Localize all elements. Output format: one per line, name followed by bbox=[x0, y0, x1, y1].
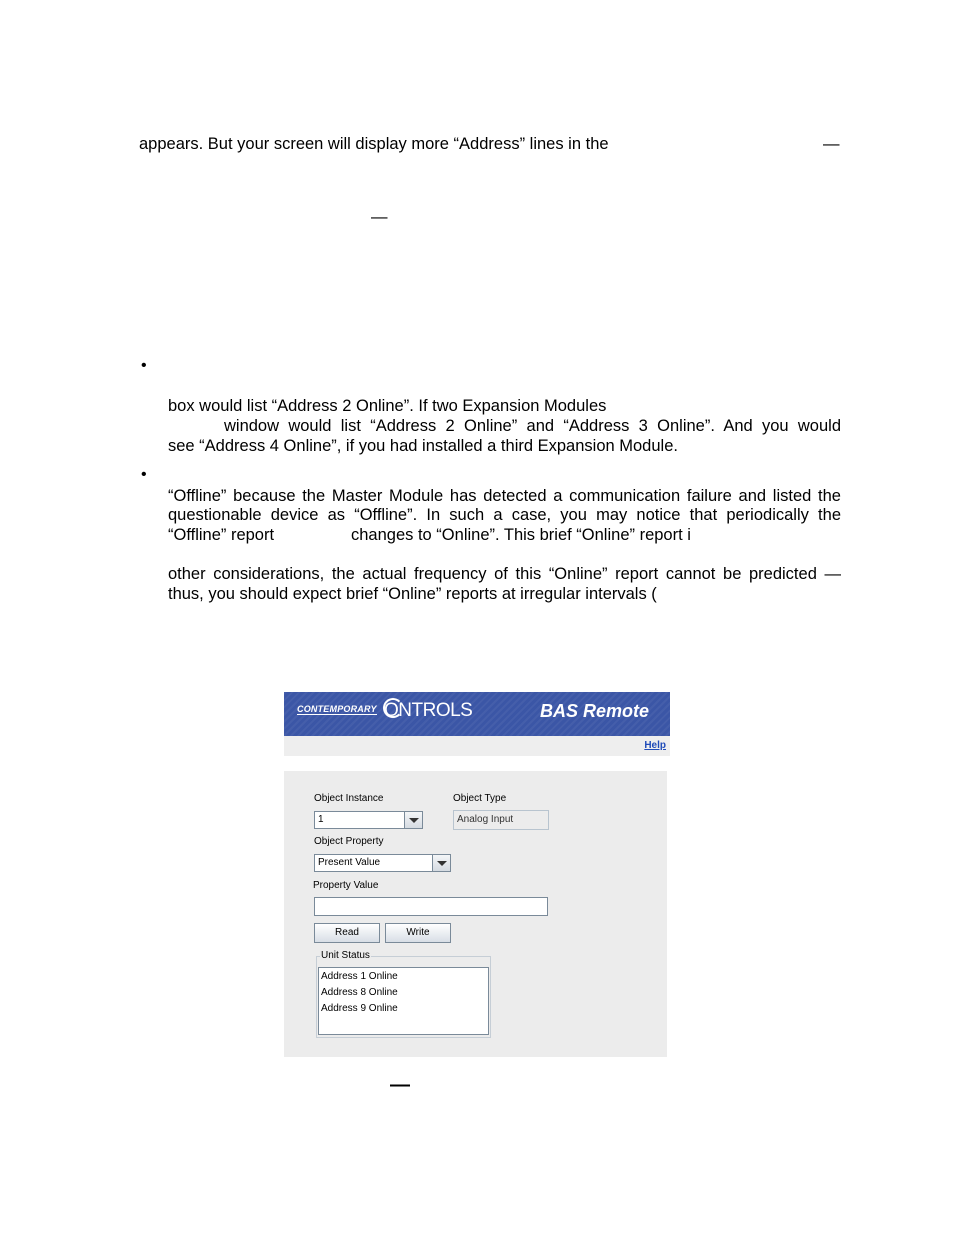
paragraph-line: “Offline” report bbox=[168, 526, 275, 544]
paragraph-line: questionable device as “Offline”. In such a case, you may notice that periodically the bbox=[168, 506, 841, 524]
object-panel bbox=[284, 771, 667, 1057]
list-item[interactable]: Address 8 Online bbox=[321, 987, 398, 998]
chevron-down-icon[interactable] bbox=[432, 855, 450, 871]
bullet-marker: • bbox=[141, 466, 147, 483]
brand-logo-text: CONTEMPORARY bbox=[297, 704, 377, 714]
chevron-down-icon[interactable] bbox=[404, 812, 422, 828]
object-instance-combo[interactable] bbox=[314, 811, 423, 829]
property-value-label: Property Value bbox=[313, 880, 379, 891]
bullet-marker: • bbox=[141, 357, 147, 374]
paragraph-line: “Offline” because the Master Module has detected a communication failure and listed the bbox=[168, 487, 841, 505]
em-dash: — bbox=[823, 135, 840, 153]
list-item[interactable]: Address 1 Online bbox=[321, 971, 398, 982]
read-button[interactable]: Read bbox=[314, 923, 380, 943]
property-value-input[interactable] bbox=[314, 897, 548, 916]
paragraph-line: other considerations, the actual frequency of this “Online” report cannot be predicted — bbox=[168, 565, 841, 583]
help-bar bbox=[284, 736, 670, 756]
object-instance-label: Object Instance bbox=[314, 793, 384, 804]
write-button[interactable]: Write bbox=[385, 923, 451, 943]
help-link[interactable]: Help bbox=[644, 740, 666, 751]
list-item[interactable]: Address 9 Online bbox=[321, 1003, 398, 1014]
paragraph-line: thus, you should expect brief “Online” reports at irregular intervals ( bbox=[168, 585, 657, 603]
object-property-combo[interactable] bbox=[314, 854, 451, 872]
paragraph-line: appears. But your screen will display more “Address” lines in the bbox=[139, 135, 609, 153]
object-type-label: Object Type bbox=[453, 793, 507, 804]
paragraph-line: window would list “Address 2 Online” and “Address 3 Online”. And you would bbox=[224, 417, 841, 435]
unit-status-list[interactable] bbox=[318, 967, 489, 1035]
object-type-field: Analog Input bbox=[453, 810, 549, 830]
paragraph-line: see “Address 4 Online”, if you had installed a third Expansion Module. bbox=[168, 437, 678, 455]
paragraph-line: box would list “Address 2 Online”. If two Expansion Modules bbox=[168, 397, 607, 415]
paragraph-line: changes to “Online”. This brief “Online” report i bbox=[351, 526, 691, 544]
object-property-label: Object Property bbox=[314, 836, 384, 847]
object-property-value: Present Value bbox=[318, 857, 381, 868]
caption-dash: — bbox=[390, 1074, 410, 1096]
brand-logo-text: ONTROLS bbox=[384, 700, 473, 721]
unit-status-group bbox=[316, 950, 491, 1038]
app-title: BAS Remote bbox=[540, 701, 650, 721]
object-instance-value: 1 bbox=[318, 814, 324, 825]
unit-status-label: Unit Status bbox=[321, 950, 370, 961]
app-banner bbox=[284, 692, 670, 736]
em-dash: — bbox=[371, 208, 388, 226]
